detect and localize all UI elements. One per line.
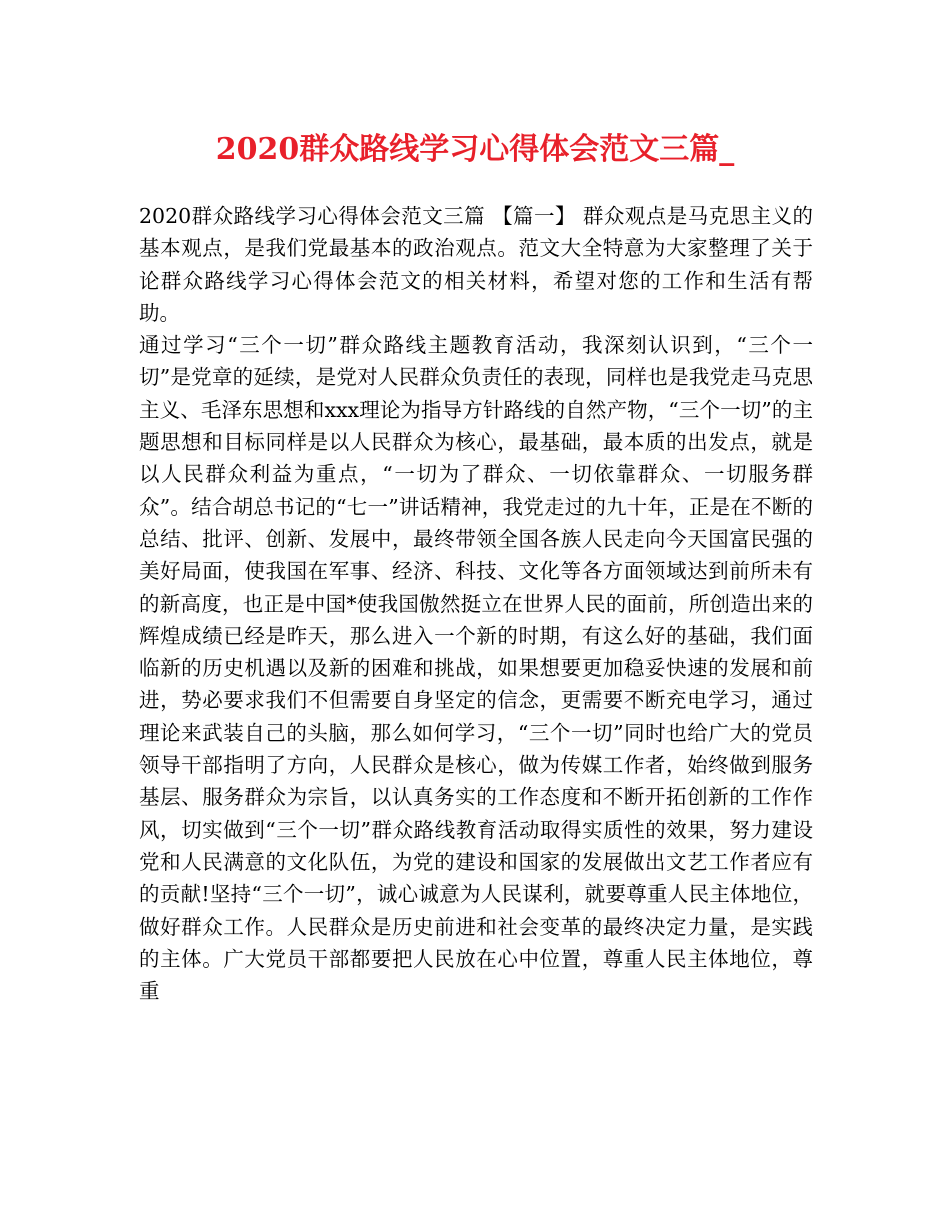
document-body <box>139 200 813 1007</box>
paragraph-intro: 2020群众路线学习心得体会范文三篇 【篇一】 群众观点是马克思主义的基本观点，是我们党最基本的政治观点。范文大全特意为大家整理了关于论群众路线学习心得体会范文的相关材料，希望对您的工作和生活有帮助。 <box>139 204 813 325</box>
paragraph-main: 通过学习“三个一切”群众路线主题教育活动，我深刻认识到，“三个一切”是党章的延续，是党对人民群众负责任的表现，同样也是我党走马克思主义、毛泽东思想和xxx理论为指导方针路线的自然产物，“三个一切”的主题思想和目标同样是以人民群众为核心，最基础，最本质的出发点，就是以人民群众利益为重点，“一切为了群众、一切依靠群众、一切服务群众”。结合胡总书记的“七一”讲话精神，我党走过的九十年，正是在不断的总结、批评、创新、发展中，最终带领全国各族人民走向今天国富民强的美好局面，使我国在军事、经济、科技、文化等各方面领域达到前所未有的新高度，也正是中国*使我国傲然挺立在世界人民的面前，所创造出来的辉煌成绩已经是昨天，那么进入一个新的时期，有这么好的基础，我们面临新的历史机遇以及新的困难和挑战，如果想要更加稳妥快速的发展和前进，势必要求我们不但需要自身坚定的信念，更需要不断充电学习，通过理论来武装自己的头脑，那么如何学习，“三个一切”同时也给广大的党员领导干部指明了方向，人民群众是核心，做为传媒工作者，始终做到服务基层、服务群众为宗旨，以认真务实的工作态度和不断开拓创新的工作作风，切实做到“三个一切”群众路线教育活动取得实质性的效果，努力建设党和人民满意的文化队伍，为党的建设和国家的发展做出文艺工作者应有的贡献!坚持“三个一切”，诚心诚意为人民谋利，就要尊重人民主体地位，做好群众工作。人民群众是历史前进和社会变革的最终决定力量，是实践的主体。广大党员干部都要把人民放在心中位置，尊重人民主体地位，尊重 <box>139 333 813 1004</box>
document-title: 2020群众路线学习心得体会范文三篇_ <box>215 132 735 167</box>
